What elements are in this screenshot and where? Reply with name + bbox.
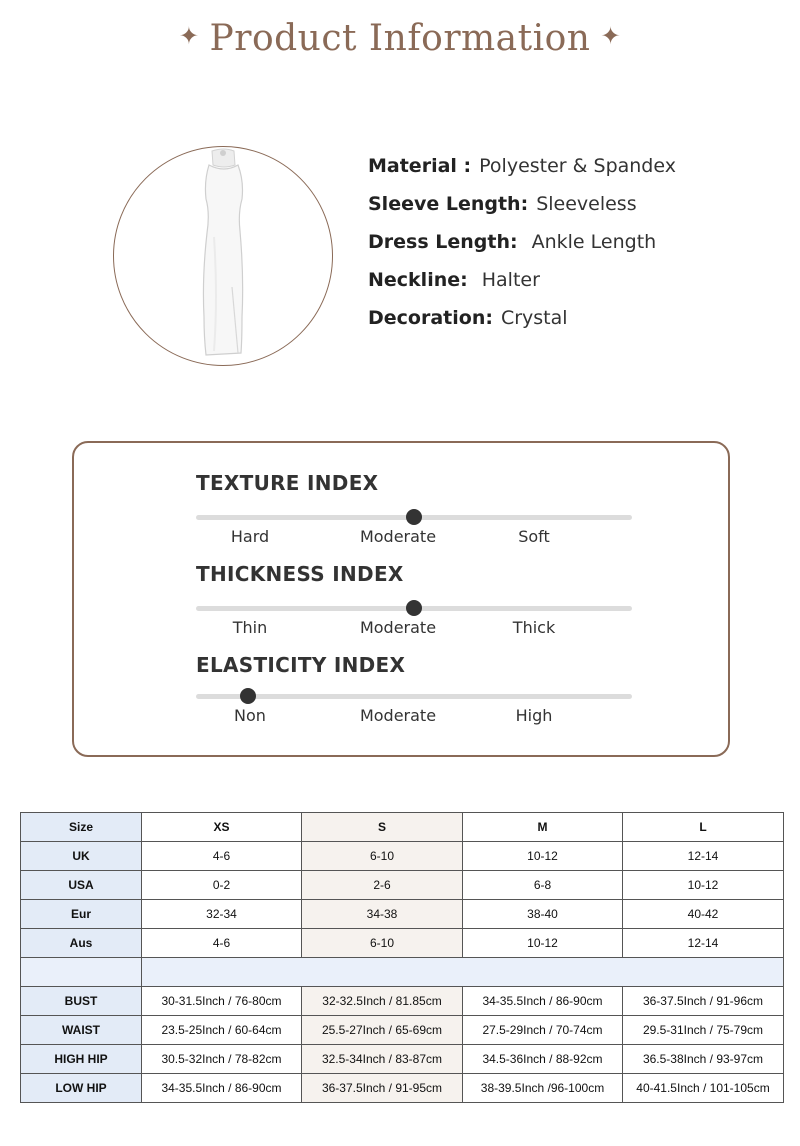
- table-spacer-row: [21, 958, 784, 987]
- table-row: [21, 1074, 784, 1103]
- table-row-label: USA: [21, 871, 142, 900]
- table-row: [21, 929, 784, 958]
- index-title: ELASTICITY INDEX: [196, 653, 406, 677]
- table-row: [21, 871, 784, 900]
- table-cell: 36.5-38Inch / 93-97cm: [623, 1045, 784, 1074]
- table-cell: 6-10: [302, 929, 463, 958]
- index-knob: [406, 509, 422, 525]
- table-cell: 36-37.5Inch / 91-95cm: [302, 1074, 463, 1103]
- table-row: [21, 987, 784, 1016]
- table-cell: 34-35.5Inch / 86-90cm: [463, 987, 623, 1016]
- table-header-cell: XS: [142, 813, 302, 842]
- index-title: TEXTURE INDEX: [196, 471, 379, 495]
- table-cell: 2-6: [302, 871, 463, 900]
- table-cell: 40-41.5Inch / 101-105cm: [623, 1074, 784, 1103]
- table-cell: 40-42: [623, 900, 784, 929]
- table-cell: 12-14: [623, 929, 784, 958]
- table-cell: 4-6: [142, 842, 302, 871]
- table-row: [21, 900, 784, 929]
- table-cell: 6-8: [463, 871, 623, 900]
- index-tick-label: Moderate: [359, 618, 437, 637]
- table-cell: 12-14: [623, 842, 784, 871]
- table-cell: 32.5-34Inch / 83-87cm: [302, 1045, 463, 1074]
- table-header-cell: S: [302, 813, 463, 842]
- table-cell: 34.5-36Inch / 88-92cm: [463, 1045, 623, 1074]
- table-cell: 6-10: [302, 842, 463, 871]
- index-tick-label: Thick: [512, 618, 556, 637]
- table-cell: 34-38: [302, 900, 463, 929]
- table-row-label: WAIST: [21, 1016, 142, 1045]
- index-track: [196, 694, 632, 699]
- index-tick-label: Moderate: [359, 706, 437, 725]
- texture-index: [196, 471, 636, 546]
- index-tick-label: High: [515, 706, 553, 725]
- size-chart-table: [20, 812, 784, 1103]
- product-image: [113, 146, 333, 366]
- page-title: [0, 18, 800, 59]
- table-row-label: Eur: [21, 900, 142, 929]
- index-tick-label: Hard: [230, 527, 270, 546]
- table-cell: 10-12: [463, 842, 623, 871]
- spec-sleeve-length: Sleeve Length: Sleeveless: [368, 193, 637, 215]
- table-row: [21, 1045, 784, 1074]
- index-tick-label: Moderate: [359, 527, 437, 546]
- dress-icon: [114, 147, 333, 366]
- table-header-row: [21, 813, 784, 842]
- index-tick-label: Thin: [232, 618, 268, 637]
- elasticity-index: [196, 653, 636, 725]
- index-knob: [406, 600, 422, 616]
- table-cell: 23.5-25Inch / 60-64cm: [142, 1016, 302, 1045]
- table-cell: 10-12: [463, 929, 623, 958]
- table-cell: 32-32.5Inch / 81.85cm: [302, 987, 463, 1016]
- fabric-index-panel: [72, 441, 730, 757]
- index-knob: [240, 688, 256, 704]
- spec-material: Material : Polyester & Spandex: [368, 155, 676, 177]
- table-cell: 34-35.5Inch / 86-90cm: [142, 1074, 302, 1103]
- spec-neckline: Neckline: Halter: [368, 269, 540, 291]
- spec-list: [368, 155, 676, 345]
- table-cell: 36-37.5Inch / 91-96cm: [623, 987, 784, 1016]
- table-cell: 38-39.5Inch /96-100cm: [463, 1074, 623, 1103]
- table-row-label: LOW HIP: [21, 1074, 142, 1103]
- table-cell: 32-34: [142, 900, 302, 929]
- table-row-label: Aus: [21, 929, 142, 958]
- table-cell: 27.5-29Inch / 70-74cm: [463, 1016, 623, 1045]
- page-title-text: Product Information: [209, 18, 591, 59]
- spec-dress-length: Dress Length: Ankle Length: [368, 231, 657, 253]
- index-title: THICKNESS INDEX: [196, 562, 404, 586]
- table-cell: 10-12: [623, 871, 784, 900]
- table-cell: 30.5-32Inch / 78-82cm: [142, 1045, 302, 1074]
- table-row-label: HIGH HIP: [21, 1045, 142, 1074]
- table-row: [21, 842, 784, 871]
- table-cell: 29.5-31Inch / 75-79cm: [623, 1016, 784, 1045]
- sparkle-icon: ✦: [178, 22, 200, 50]
- table-cell: 0-2: [142, 871, 302, 900]
- index-tick-label: Non: [234, 706, 266, 725]
- thickness-index: [196, 562, 636, 637]
- spec-decoration: Decoration: Crystal: [368, 307, 568, 329]
- index-tick-label: Soft: [518, 527, 550, 546]
- table-header-cell: Size: [21, 813, 142, 842]
- table-cell: 30-31.5Inch / 76-80cm: [142, 987, 302, 1016]
- table-cell: 4-6: [142, 929, 302, 958]
- table-row: [21, 1016, 784, 1045]
- table-header-cell: L: [623, 813, 784, 842]
- table-header-cell: M: [463, 813, 623, 842]
- table-row-label: BUST: [21, 987, 142, 1016]
- table-row-label: UK: [21, 842, 142, 871]
- table-cell: 25.5-27Inch / 65-69cm: [302, 1016, 463, 1045]
- sparkle-icon: ✦: [600, 22, 622, 50]
- table-cell: 38-40: [463, 900, 623, 929]
